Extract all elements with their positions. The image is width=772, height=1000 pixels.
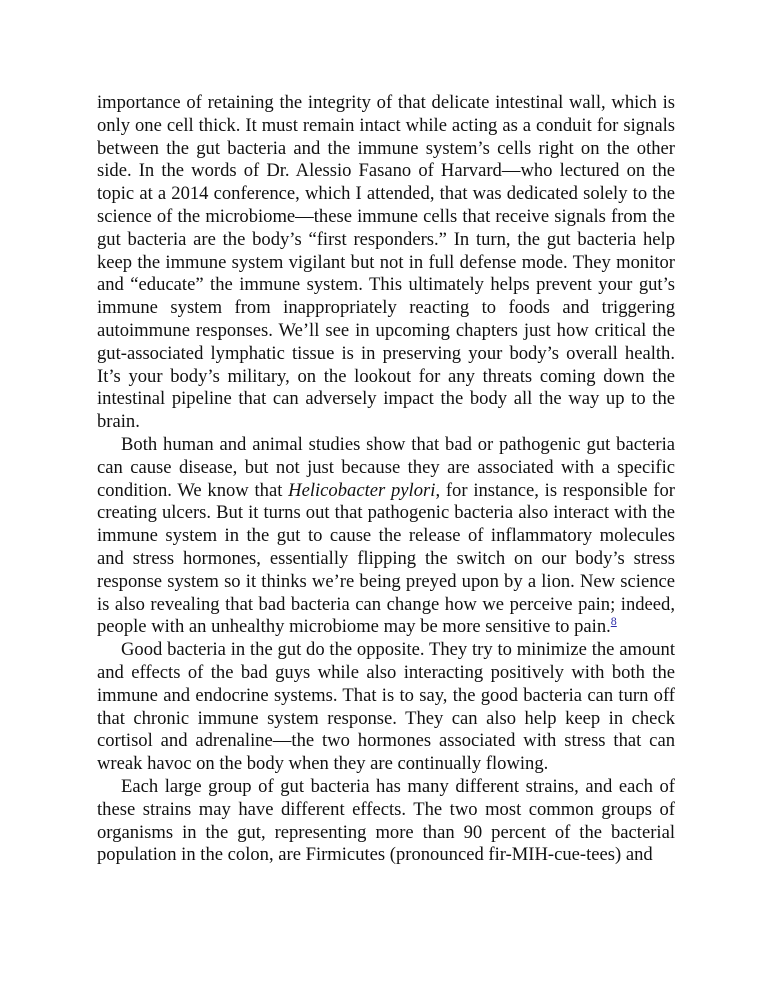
book-page: [97, 92, 675, 867]
species-name: Helicobacter pylori: [288, 479, 436, 501]
paragraph-text: Both human and animal studies show that bad or pathogenic gut bacteria can cause disease, but not just because they are associated with a specific condition. We know that: [97, 433, 675, 501]
footnote-link[interactable]: 8: [610, 614, 617, 629]
paragraph-bacteria-groups: Each large group of gut bacteria has many different strains, and each of these strains may have different effects. The two most common groups of organisms in the gut, representing more than 90 percent of the bacterial population in the colon, are Firmicutes (pronounced fir-MIH-cue-tees) and: [97, 775, 675, 866]
paragraph-good-bacteria: Good bacteria in the gut do the opposite. They try to minimize the amount and effects of the bad guys while also interacting positively with both the immune and endocrine systems. That is to say, the good bacteria can turn off that chronic immune system response. They can also help keep in check cortisol and adrenaline—the two hormones associated with stress that can wreak havoc on the body when they are continually flowing.: [97, 639, 675, 775]
paragraph-text: , for instance, is responsible for creating ulcers. But it turns out that pathogenic bacteria also interact with the immune system in the gut to cause the release of inflammatory molecules and stress hormones, essentially flipping the switch on our body’s stress response system so it thinks we’re being preyed upon by a lion. New science is also revealing that bad bacteria can change how we perceive pain; indeed, people with an unhealthy microbiome may be more sensitive to pain.: [97, 479, 675, 638]
paragraph-continued: importance of retaining the integrity of that delicate intestinal wall, which is only one cell thick. It must remain intact while acting as a conduit for signals between the gut bacteria and the immune system’s cells right on the other side. In the words of Dr. Alessio Fasano of Harvard—who lectured on the topic at a 2014 conference, which I attended, that was dedicated solely to the science of the microbiome—these immune cells that receive signals from the gut bacteria are the body’s “first responders.” In turn, the gut bacteria help keep the immune system vigilant but not in full defense mode. They monitor and “educate” the immune system. This ultimately helps prevent your gut’s immune system from inappropriately reacting to foods and triggering autoimmune responses. We’ll see in upcoming chapters just how critical the gut-associated lymphatic tissue is in preserving your body’s overall health. It’s your body’s military, on the lookout for any threats coming down the intestinal pipeline that can adversely impact the body all the way up to the brain.: [97, 92, 675, 433]
paragraph-pathogenic-bacteria: [97, 434, 675, 639]
